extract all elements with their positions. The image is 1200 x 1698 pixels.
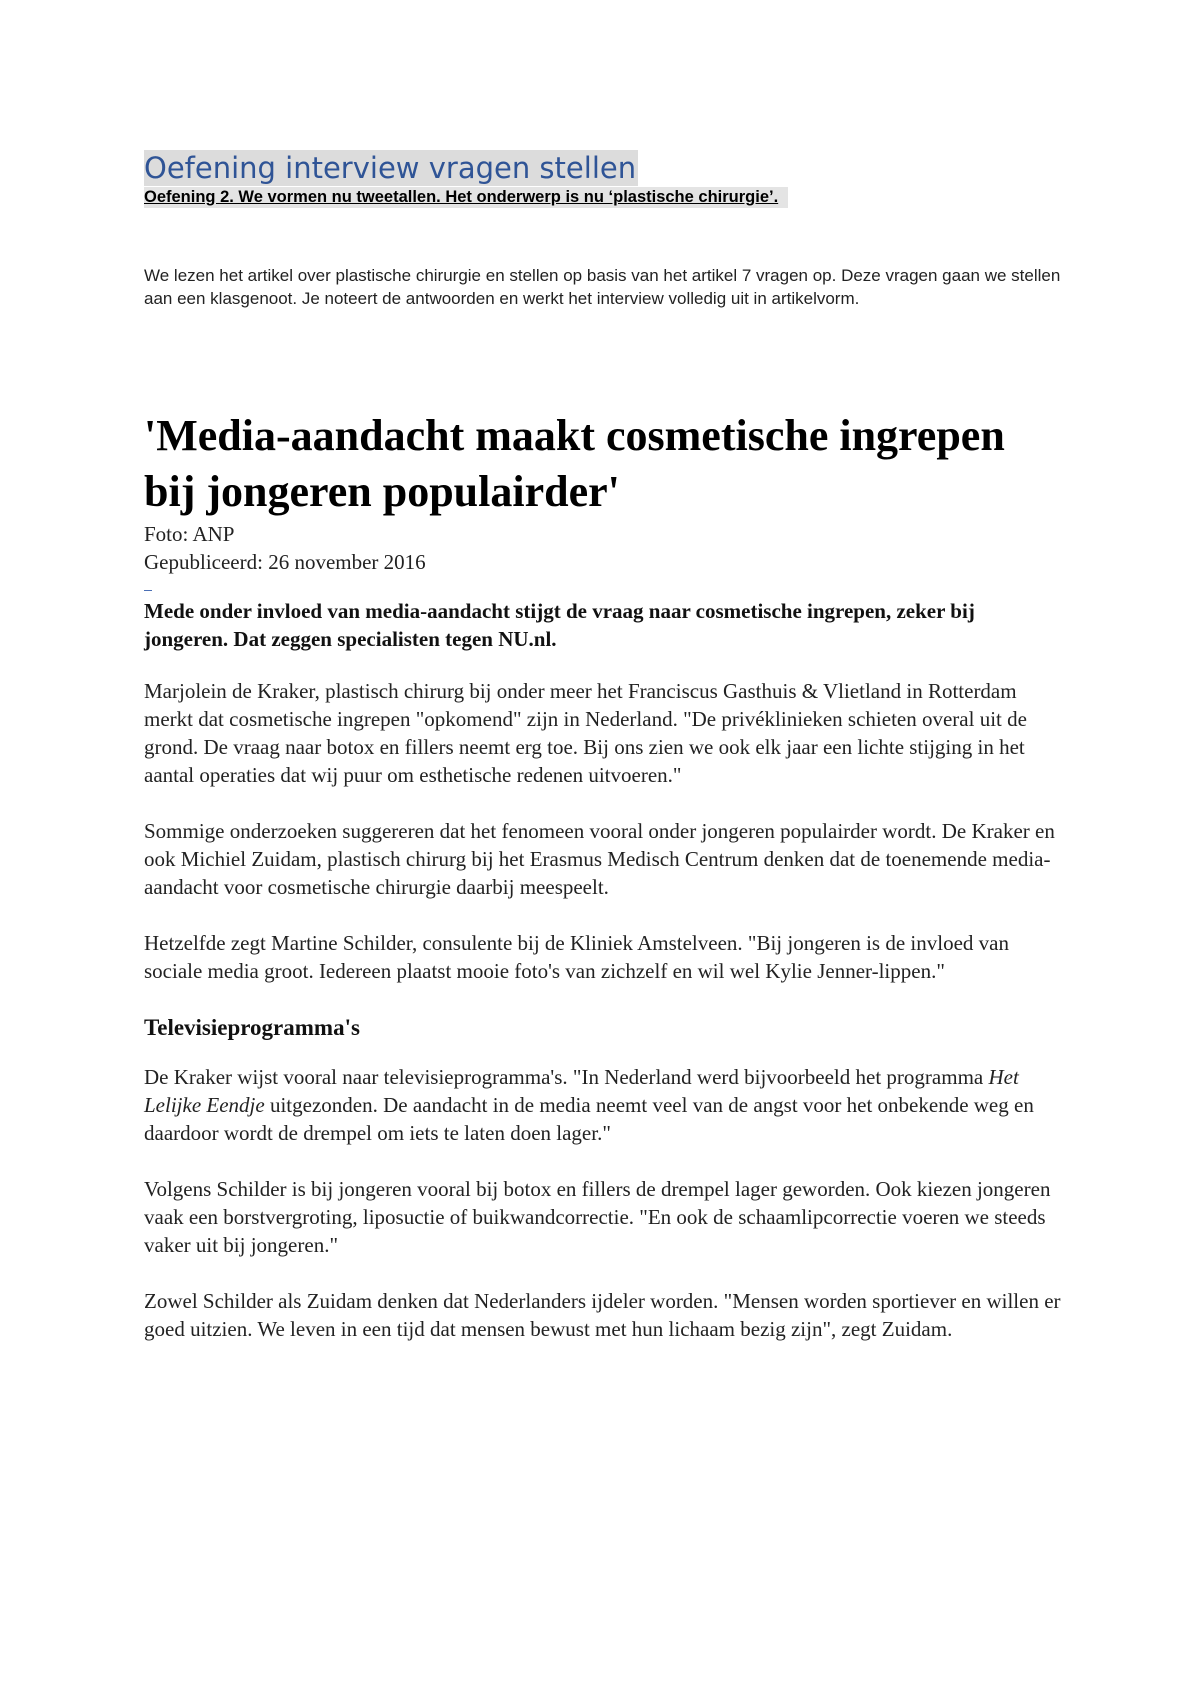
tv-text-after: uitgezonden. De aandacht in de media neemt veel van de angst voor het onbekende weg en daardoor wordt de drempel om iets te laten doen lager.": [144, 1093, 1034, 1145]
exercise-title: Oefening interview vragen stellen: [144, 151, 637, 185]
tv-text-before: De Kraker wijst vooral naar televisieprogramma's. "In Nederland werd bijvoorbeeld het programma: [144, 1065, 989, 1089]
article-paragraph-tv: [144, 1063, 1064, 1147]
exercise-subtitle-row: [144, 186, 1064, 208]
photo-credit: Foto: ANP: [144, 522, 235, 546]
publish-date: Gepubliceerd: 26 november 2016: [144, 550, 426, 574]
exercise-subtitle: Oefening 2. We vormen nu tweetallen. Het onderwerp is nu ‘plastische chirurgie’.: [144, 187, 788, 208]
article-subheading: Televisieprogramma's: [144, 1015, 360, 1040]
article-paragraph: Zowel Schilder als Zuidam denken dat Nederlanders ijdeler worden. "Mensen worden sportiever en willen er goed uitzien. We leven in een tijd dat mensen bewust met hun lichaam bezig zijn", zegt Zuidam.: [144, 1289, 1061, 1341]
article-lead: Mede onder invloed van media-aandacht stijgt de vraag naar cosmetische ingrepen, zeker bij jongeren. Dat zeggen specialisten tegen NU.nl.: [144, 599, 975, 651]
article-paragraph: Volgens Schilder is bij jongeren vooral bij botox en fillers de drempel lager geworden. Ook kiezen jongeren vaak een borstvergroting, liposuctie of buikwandcorrectie. "En ook de schaamlipcorrectie voeren we steeds vaker uit bij jongeren.": [144, 1177, 1051, 1257]
document-page: [144, 150, 1064, 1371]
exercise-instruction: We lezen het artikel over plastische chirurgie en stellen op basis van het artikel 7 vragen op. Deze vragen gaan we stellen aan een klasgenoot. Je noteert de antwoorden en werkt het interview volledig uit in artikelvorm.: [144, 266, 1061, 308]
article-headline: 'Media-aandacht maakt cosmetische ingrepen bij jongeren populairder': [144, 411, 1005, 516]
link-anchor-marker: [144, 576, 152, 591]
program-title: Het Lelijke Eendje: [144, 1065, 1019, 1117]
article-paragraph: Hetzelfde zegt Martine Schilder, consulente bij de Kliniek Amstelveen. "Bij jongeren is de invloed van sociale media groot. Iedereen plaatst mooie foto's van zichzelf en wil wel Kylie Jenner-lippen.": [144, 931, 1009, 983]
article-paragraph: Sommige onderzoeken suggereren dat het fenomeen vooral onder jongeren populairder wordt. De Kraker en ook Michiel Zuidam, plastisch chirurg bij het Erasmus Medisch Centrum denken dat de toenemende media-aandacht voor cosmetische chirurgie daarbij meespeelt.: [144, 819, 1055, 899]
article-paragraph: Marjolein de Kraker, plastisch chirurg bij onder meer het Franciscus Gasthuis & Vlietland in Rotterdam merkt dat cosmetische ingrepen "opkomend" zijn in Nederland. "De privéklinieken schieten overal uit de grond. De vraag naar botox en fillers neemt erg toe. Bij ons zien we ook elk jaar een lichte stijging in het aantal operaties dat wij puur om esthetische redenen uitvoeren.": [144, 679, 1027, 787]
